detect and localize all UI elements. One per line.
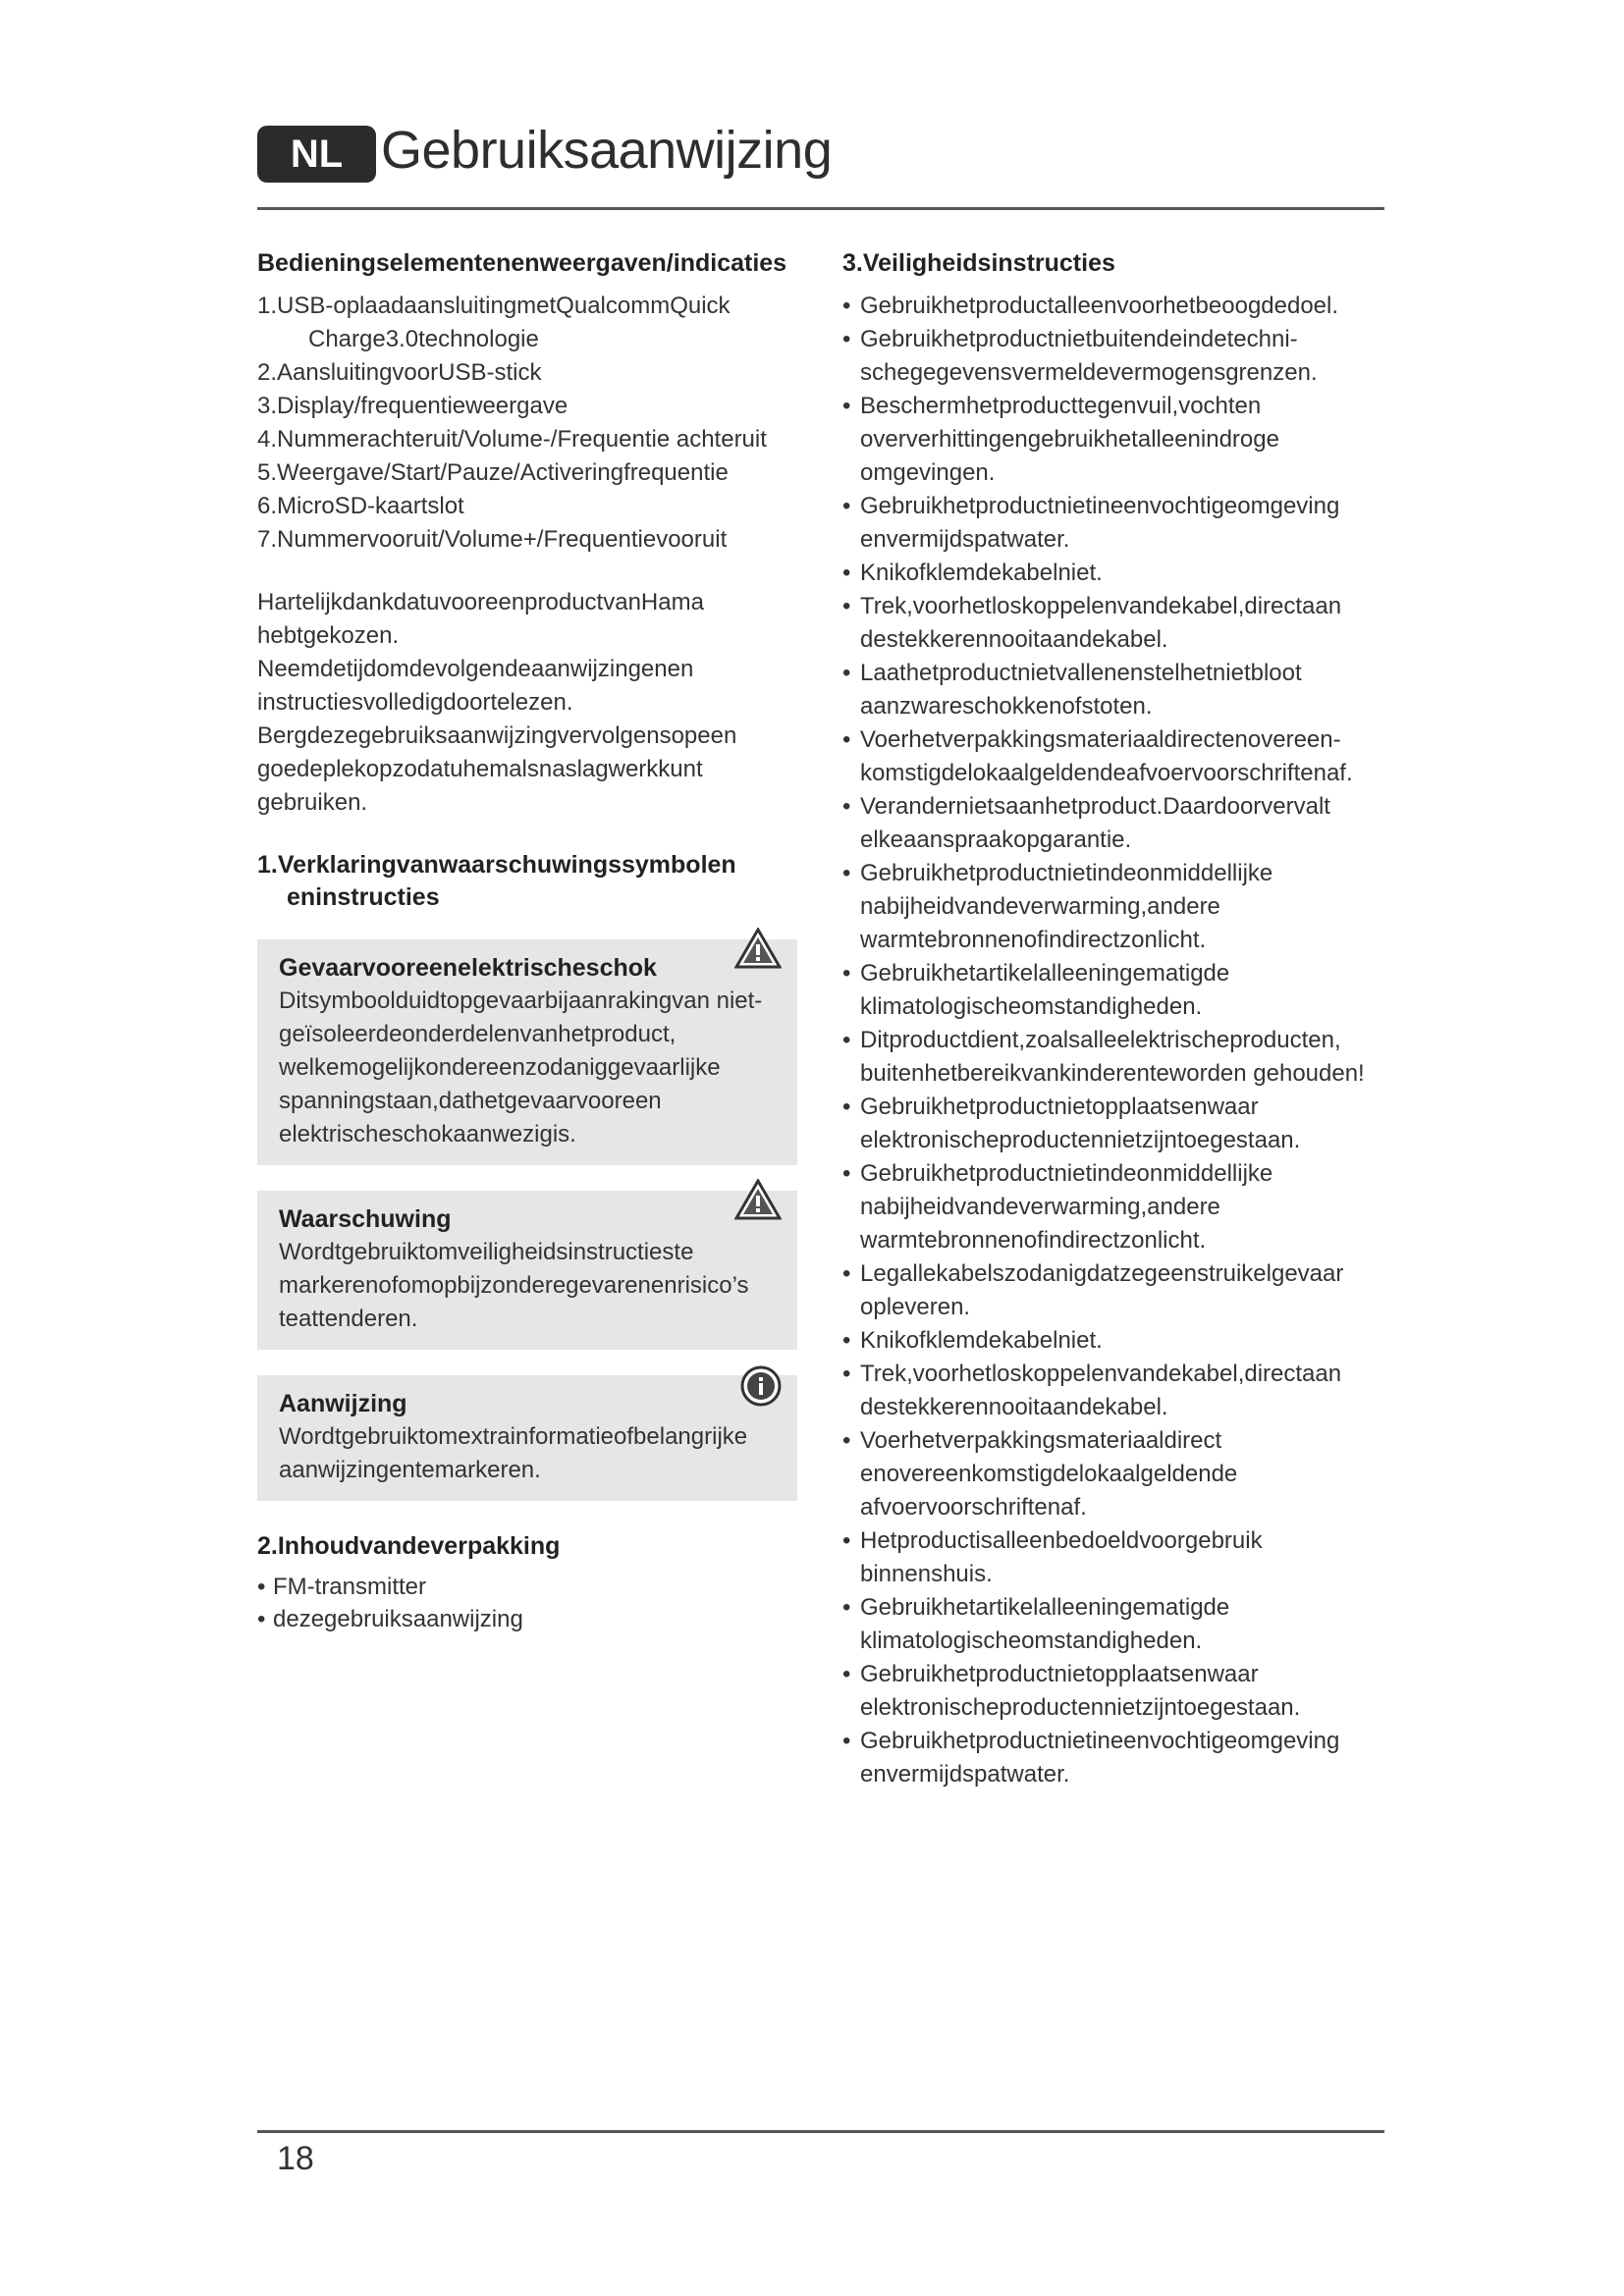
warning-triangle-icon <box>734 1179 782 1220</box>
section3-title: 3.Veiligheidsinstructies <box>842 249 1115 277</box>
box-text: Wordtgebruiktomextrainformatieofbelangrijke aanwijzingentemarkeren. <box>279 1423 748 1483</box>
box-title: Gevaarvooreenelektrischeschok <box>279 954 657 982</box>
right-column <box>842 247 1384 1791</box>
controls-item: 2.AansluitingvoorUSB-stick <box>257 359 542 386</box>
controls-heading: Bedieningselementenenweergaven/indicaties <box>257 249 787 277</box>
page-number: 18 <box>277 2140 314 2177</box>
controls-item: 7.Nummervooruit/Volume+/Frequentievooruit <box>257 526 728 553</box>
intro-paragraph: HartelijkdankdatuvooreenproductvanHama hebtgekozen. <box>257 589 704 649</box>
footer-divider <box>257 2130 1384 2133</box>
safety-list <box>842 290 1384 1791</box>
document-title: Gebruiksaanwijzing <box>381 121 833 180</box>
controls-item: 3.Display/frequentieweergave <box>257 393 568 419</box>
hint-box <box>257 1375 797 1501</box>
warning-box <box>257 1191 797 1350</box>
list-item: • Laathetproductnietvallenenstelhetnietbloot aanzwareschokkenofstoten. <box>842 657 1384 723</box>
controls-item: 4.Nummerachteruit/Volume-/Frequentie achteruit <box>257 426 767 453</box>
list-item: • Beschermhetproducttegenvuil,vochten oververhittingengebruikhetalleenindroge omgevingen. <box>842 390 1384 490</box>
controls-item: 1.USB-oplaadaansluitingmetQualcommQuick Charge3.0technologie <box>257 293 731 352</box>
box-title: Waarschuwing <box>279 1205 452 1233</box>
list-item: • Gebruikhetproductnietineenvochtigeomgeving envermijdspatwater. <box>842 490 1384 557</box>
list-item: • Knikofklemdekabelniet. <box>842 557 1384 590</box>
list-item: • Legallekabelszodanigdatzegeenstruikelgevaar opleveren. <box>842 1257 1384 1324</box>
list-item: • Gebruikhetproductnietindeonmiddellijke nabijheidvandeverwarming,andere warmtebronnenofindirectzonlicht. <box>842 1157 1384 1257</box>
package-contents-list <box>257 1571 797 1635</box>
box-text: Ditsymboolduidtopgevaarbijaanrakingvan niet-geïsoleerdeonderdelenvanhetproduct, welkemogelijkondereenzodaniggevaarlijke spanningstaan,dathetgevaarvooreen elektrischeschokaanwezigis. <box>279 988 763 1148</box>
list-item: • Gebruikhetproductnietindeonmiddellijke nabijheidvandeverwarming,andere warmtebronnenofindirectzonlicht. <box>842 857 1384 957</box>
language-badge: NL <box>257 126 376 183</box>
intro-paragraph: Bergdezegebruiksaanwijzingvervolgensopeen goedeplekopzodatuhemalsnaslagwerkkunt gebruiken. <box>257 722 737 816</box>
list-item: • Knikofklemdekabelniet. <box>842 1324 1384 1358</box>
controls-item: 6.MicroSD-kaartslot <box>257 493 464 519</box>
list-item: • Gebruikhetproductalleenvoorhetbeoogdedoel. <box>842 290 1384 323</box>
intro-text <box>257 586 797 820</box>
list-item: • Hetproductisalleenbedoeldvoorgebruik binnenshuis. <box>842 1524 1384 1591</box>
header-divider <box>257 207 1384 210</box>
list-item: • Trek,voorhetloskoppelenvandekabel,directaan destekkerennooitaandekabel. <box>842 1358 1384 1424</box>
section2-title: 2.Inhoudvandeverpakking <box>257 1532 561 1560</box>
danger-box <box>257 939 797 1165</box>
controls-item: 5.Weergave/Start/Pauze/Activeringfrequentie <box>257 459 729 486</box>
list-item: • Gebruikhetproductnietopplaatsenwaar elektronischeproductennietzijntoegestaan. <box>842 1658 1384 1725</box>
list-item: • Gebruikhetproductnietbuitendeindetechni- schegegevensvermeldevermogensgrenzen. <box>842 323 1384 390</box>
list-item: • Gebruikhetartikelalleeningematigde klimatologischeomstandigheden. <box>842 1591 1384 1658</box>
controls-list <box>257 290 797 557</box>
box-title: Aanwijzing <box>279 1390 407 1417</box>
section1-title: 1.Verklaringvanwaarschuwingssymbolen eninstructies <box>257 851 736 911</box>
list-item: • Voerhetverpakkingsmateriaaldirect enovereenkomstigdelokaalgeldende afvoervoorschriftenaf. <box>842 1424 1384 1524</box>
box-text: Wordtgebruiktomveiligheidsinstructieste markerenofomopbijzonderegevarenenrisico’s teattenderen. <box>279 1239 749 1332</box>
left-column <box>257 247 797 1635</box>
intro-paragraph: Neemdetijdomdevolgendeaanwijzingenen instructiesvolledigdoortelezen. <box>257 656 694 716</box>
list-item: • Gebruikhetproductnietineenvochtigeomgeving envermijdspatwater. <box>842 1725 1384 1791</box>
list-item: • FM-transmitter <box>257 1571 797 1603</box>
list-item: • Trek,voorhetloskoppelenvandekabel,directaan destekkerennooitaandekabel. <box>842 590 1384 657</box>
list-item: • Gebruikhetproductnietopplaatsenwaar elektronischeproductennietzijntoegestaan. <box>842 1091 1384 1157</box>
list-item: • Ditproductdient,zoalsalleelektrischeproducten, buitenhetbereikvankinderenteworden gehouden! <box>842 1024 1384 1091</box>
warning-triangle-icon <box>734 928 782 969</box>
list-item: • Gebruikhetartikelalleeningematigde klimatologischeomstandigheden. <box>842 957 1384 1024</box>
list-item: • dezegebruiksaanwijzing <box>257 1603 797 1635</box>
list-item: • Voerhetverpakkingsmateriaaldirectenovereen- komstigdelokaalgeldendeafvoervoorschriftenaf. <box>842 723 1384 790</box>
info-icon <box>740 1365 782 1407</box>
page-header <box>257 116 1384 210</box>
list-item: • Verandernietsaanhetproduct.Daardoorvervalt elkeaanspraakopgarantie. <box>842 790 1384 857</box>
